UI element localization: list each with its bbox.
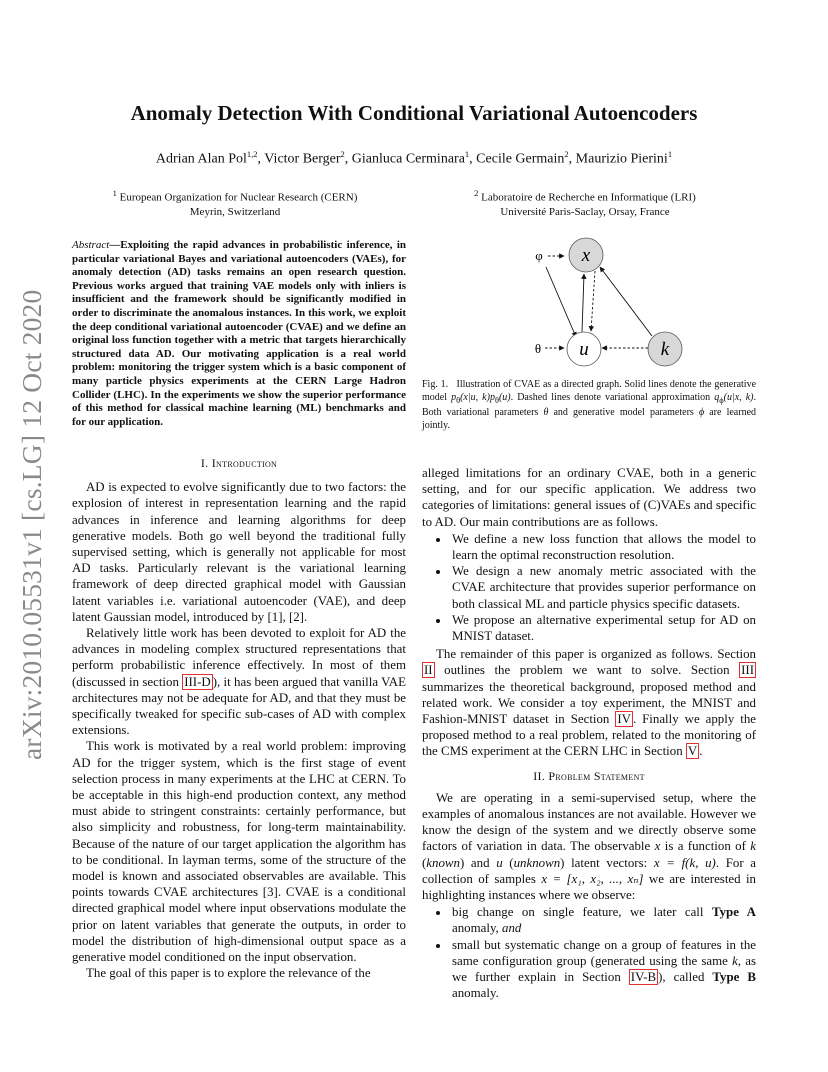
math-equation: x = f(k, u)	[653, 855, 716, 870]
author-name: Victor Berger	[264, 151, 341, 167]
emphasis: unknown	[513, 855, 561, 870]
section-link[interactable]: IV	[617, 712, 631, 727]
author-name: Maurizio Pierini	[575, 151, 668, 167]
section-link[interactable]: III-D	[184, 674, 211, 689]
section-link[interactable]: II	[424, 663, 433, 678]
caption-math: θ	[456, 395, 461, 405]
author-affiliation-mark: 1,2	[246, 149, 258, 159]
section-link[interactable]: IV-B	[630, 970, 657, 985]
paragraph-text: .	[699, 744, 703, 759]
paragraph-text: We are operating in a semi-supervised setup, where the examples of anomalous instances are not available. However we know the design of the system and we directly observe some factors of variation in data. The observable	[422, 790, 756, 854]
list-text: anomaly,	[452, 921, 502, 936]
anomaly-type-list	[422, 904, 756, 1001]
paragraph-text: ), it has been argued that vanilla VAE architectures may not be adequate for AD, and that they must be specifically tweaked for specific sub-cases of AD with complex extensions.	[72, 674, 406, 738]
section-link[interactable]: III	[741, 663, 754, 678]
affiliation-line: Université Paris-Saclay, Orsay, France	[500, 205, 670, 218]
paragraph-text: Relatively little work has been devoted to exploit for AD the advances in modeling complex structured representations that perform probabilistic inference effectively. In most of them (discussed in section	[72, 626, 406, 689]
affiliation-1	[80, 186, 390, 219]
paragraph: The goal of this paper is to explore the relevance of the	[86, 966, 371, 981]
list-item: • We design a new anomaly metric associated with the CVAE architecture that provides superior performance on both classical ML and particle physics specific datasets.	[450, 563, 756, 612]
list-text: , as we further explain in Section	[452, 953, 757, 985]
math-equation: x = [x₁, x₂, ..., xₙ]	[541, 871, 644, 886]
paragraph: alleged limitations for an ordinary CVAE, both in a generic setting, and for our specific application. We address two categories of limitations: general issues of (C)VAEs and specific to AD. Our main contributions are as follows.	[422, 466, 756, 529]
section-link[interactable]: V	[687, 744, 698, 759]
paragraph-text: is a function of	[660, 839, 751, 854]
affiliation-line: European Organization for Nuclear Research (CERN)	[119, 191, 358, 204]
paragraph-text: The remainder of this paper is organized as follows. Section	[436, 647, 756, 662]
author-affiliation-mark: 1	[667, 149, 673, 159]
affiliation-number: 2	[474, 188, 479, 198]
author-name: Cecile Germain	[476, 151, 565, 167]
caption-text: . Both variational parameters	[422, 391, 756, 419]
list-item: • We propose an alternative experimental setup for AD on MNIST dataset.	[450, 612, 756, 644]
list-text: ), called	[658, 970, 713, 985]
caption-math: θ	[494, 395, 499, 405]
anomaly-type-label: Type B	[712, 970, 756, 985]
math-symbol: x	[654, 839, 661, 854]
edge-phi-to-u	[546, 267, 576, 337]
caption-math: ϕ	[719, 395, 724, 405]
anomaly-type-label: Type A	[711, 905, 756, 920]
author-list: Adrian Alan Pol$^{1,2}$, Victor Berger$^2$, Gianluca Cerminara$^1$, Cecile Germain$^2$, Maurizio Pierini$^1$	[155, 149, 673, 167]
paragraph-text: latent vectors:	[564, 855, 654, 870]
paragraph: We are operating in a semi-supervised setup, where the examples of anomalous instances are not available. However we know the design of the system and we directly observe some factors of variation in data. The observable x is a function of k (known) and u (unknown) latent vectors: x = f(k, u). For a collection of samples x = [x₁, x₂, ..., xₙ] we are interested in highlighting instances where we observe:	[422, 790, 757, 903]
list-text: big change on single feature, we later call	[452, 905, 712, 920]
caption-math: (u|x, k)	[723, 391, 754, 403]
abstract-text: Exploiting the rapid advances in probabilistic inference, in particular variational Bayes and variational autoencoders (VAEs), for anomaly detection (AD) tasks remains an open research question. Previous works argued that training VAE models only with inliers is insufficient and the framework should be significantly modified in order to discriminate the anomalous instances. In this work, we exploit the deep conditional variational autoencoder (CVAE) and we define an original loss function together with a metric that targets hierarchically structured data AD. Our motivating application is a real world problem: monitoring the trigger system which is a basic component of many particle physics experiments at the CERN Large Hadron Collider (LHC). In the experiments we show the superior performance of this method for classical machine learning (ML) benchmarks and for our application.	[72, 239, 406, 428]
caption-text: . Dashed lines denote variational approximation	[510, 391, 715, 403]
paragraph-text: summarizes the theoretical background, proposed method and related work. We consider a toy experiment, the MNIST and Fashion-MNIST dataset in Section	[422, 679, 756, 727]
figure-caption	[422, 379, 756, 432]
paragraph-text: and	[464, 855, 497, 870]
param-phi-label: φ	[535, 248, 543, 263]
paper-title: Anomaly Detection With Conditional Variational Autoencoders	[130, 101, 698, 125]
caption-math: q	[714, 391, 720, 403]
emphasis: known	[426, 855, 460, 870]
author-name: Adrian Alan Pol	[155, 151, 247, 167]
author-affiliation-mark: 2	[340, 149, 345, 159]
abstract-lead: Abstract	[72, 239, 110, 251]
author-name: Gianluca Cerminara	[351, 151, 465, 167]
right-column	[422, 465, 756, 1004]
abstract	[72, 239, 406, 429]
caption-math: p	[451, 391, 457, 403]
edge-k-to-x	[600, 267, 652, 336]
caption-math: ϕ	[698, 407, 705, 419]
node-x-label: x	[581, 245, 591, 266]
section-title: Introduction	[211, 456, 278, 470]
caption-text: and generative model parameters	[548, 407, 699, 419]
abstract-dash: —	[109, 239, 121, 251]
affiliation-line: Meyrin, Switzerland	[189, 205, 281, 218]
math-symbol: k	[732, 953, 738, 968]
list-item	[450, 937, 756, 1002]
caption-math: (u)	[498, 391, 511, 403]
cvae-graph-figure	[524, 233, 704, 367]
section-number: I.	[200, 456, 209, 470]
param-theta-label: θ	[534, 341, 542, 356]
arxiv-identifier: arXiv:2010.05531v1 [cs.LG] 12 Oct 2020	[16, 289, 47, 760]
list-text: anomaly.	[452, 986, 499, 1001]
author-affiliation-mark: 1	[464, 149, 470, 159]
edge-u-to-x	[582, 274, 584, 332]
section-number: II.	[533, 768, 546, 783]
affiliation-2	[420, 186, 750, 219]
math-symbol: u	[496, 855, 503, 870]
section-heading-introduction	[72, 455, 406, 471]
caption-text: are learned jointly.	[422, 407, 757, 431]
caption-text: Illustration of CVAE as a directed graph. Solid lines denote the generative model	[422, 379, 757, 403]
paragraph-text: . Finally we apply the proposed method to a real problem, related to the monitoring of the CMS experiment at the CERN LHC in Section	[422, 712, 756, 759]
author-affiliation-mark: 2	[564, 149, 569, 159]
section-title: Problem Statement	[548, 768, 645, 783]
list-item	[450, 904, 756, 936]
contributions-list	[422, 531, 756, 644]
paragraph: AD is expected to evolve significantly due to two factors: the explosion of interest in representation learning and the rapid advances in inference and learning algorithms for deep generative models. Both go well beyond the traditional fully supervised setting, which is generally not applicable for most AD tasks. Particularly relevant is the variational learning framework of deep directed graphical model with Gaussian latent variables i.e. variational autoencoder (VAE), and deep latent Gaussian model, introduced by [1], [2].	[72, 480, 406, 624]
paragraph-text: outlines the problem we want to solve. Section	[434, 663, 740, 678]
affiliation-line: Laboratoire de Recherche en Informatique (LRI)	[481, 191, 696, 204]
list-text: small but systematic change on a group of features in the same configuration group (generated using the same	[452, 937, 756, 968]
paragraph: This work is motivated by a real world problem: improving AD for the trigger system, which is the first stage of event selection process in many experiments at the LHC at CERN. To be acceptable in this high-end production context, any method must abide to stringent constraints: certainly performance, but also simplicity and robustness, for long-term maintainability. Because of the nature of our target application the algorithm has to be conditional. In layman terms, some of the structure of the model is known and associated observables are available. This points towards CVAE architectures [3]. CVAE is a conditional directed graphical model where input observations modulate the prior on latent variables that generate the outputs, in order to model the distribution of high-dimensional output space as a generative model conditioned on the input observation.	[72, 739, 406, 965]
section-heading-problem-statement	[422, 768, 756, 784]
node-k-label: k	[660, 339, 670, 360]
left-column	[72, 456, 406, 982]
paragraph-text: we are interested in highlighting instances where we observe:	[422, 871, 757, 903]
node-u-label: u	[579, 339, 589, 360]
figure-caption-label: Fig. 1.	[422, 379, 449, 390]
caption-math: (x|u, k)p	[460, 391, 495, 403]
list-item: • We define a new loss function that allows the model to learn the optimal reconstruction resolution.	[450, 531, 756, 563]
caption-math: θ	[543, 407, 549, 419]
paragraph-text: . For a collection of samples	[422, 855, 756, 886]
paragraph	[422, 646, 756, 759]
paragraph	[72, 625, 406, 738]
affiliation-number: 1	[112, 188, 117, 198]
math-symbol: k	[750, 839, 756, 854]
emphasis: and	[502, 921, 522, 936]
edge-x-to-u-dashed	[591, 271, 595, 331]
